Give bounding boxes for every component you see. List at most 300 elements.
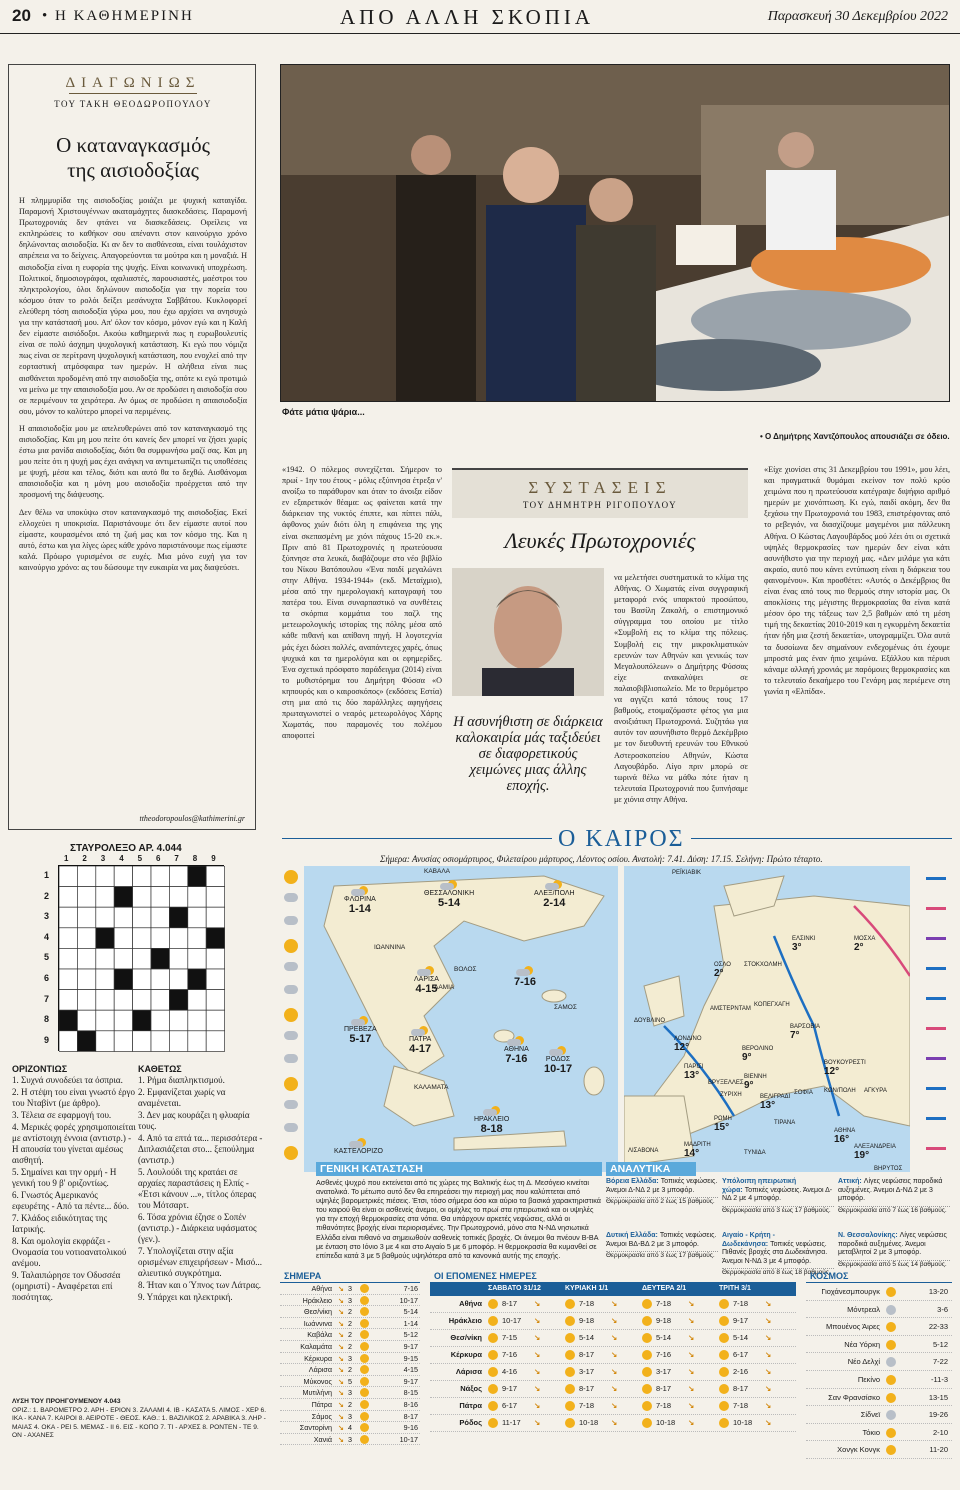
sun-icon xyxy=(488,1299,498,1309)
sun-icon xyxy=(284,1077,298,1091)
crossword-cell[interactable] xyxy=(151,990,169,1011)
crossword-cell[interactable] xyxy=(77,969,95,990)
crossword-cell[interactable] xyxy=(77,907,95,928)
wind-arrow-icon: ↘ xyxy=(688,1401,695,1410)
crossword-cell[interactable] xyxy=(59,907,77,928)
sun-icon xyxy=(565,1333,575,1343)
crossword-black-cell xyxy=(77,1031,95,1052)
crossword-cell[interactable] xyxy=(188,990,206,1011)
today-icon xyxy=(360,1435,369,1444)
fish-market-illustration xyxy=(281,65,950,402)
today-row xyxy=(280,1329,420,1341)
wind-arrow-icon: ↘ xyxy=(611,1350,618,1359)
down-clue: 8. Ήταν και ο Ύπνος των Λάτρας. xyxy=(138,1280,262,1290)
crossword-cell[interactable] xyxy=(59,928,77,949)
today-icon xyxy=(360,1307,369,1316)
sun-icon xyxy=(488,1418,498,1428)
analysis-text: Τοπικές νεφώσεις. Άνεμοι ΒΔ-ΒΔ 2 με 3 μποφόρ. xyxy=(606,1232,717,1248)
greece-city-temp: 7-16 xyxy=(505,1053,528,1065)
crossword-cell[interactable] xyxy=(169,866,187,887)
down-clue: 4. Από τα επτά τα... περισσότερα - Διπλασιάζεται στο... ξεπούλημα (αντιστρ.) xyxy=(138,1133,263,1165)
analysis-temp: Θερμοκρασία από 3 έως 17 βαθμούς. xyxy=(606,1251,718,1261)
analysis-text: Τοπικές νεφώσεις. Άνεμοι Δ-ΝΔ 2 με 3 μποφόρ. xyxy=(606,1178,718,1194)
down-clue: 1. Ρήμα διαπληκτισμού. xyxy=(138,1075,225,1085)
greece-city-name: ΛΑΡΙΣΑ xyxy=(414,976,439,983)
cloud-icon xyxy=(483,1109,497,1116)
wind-arrow-icon: ↘ xyxy=(688,1299,695,1308)
crossword-cell[interactable] xyxy=(133,969,151,990)
europe-city-temp: 16° xyxy=(834,1134,850,1145)
crossword-cell[interactable] xyxy=(206,1010,224,1031)
today-wind: 3 xyxy=(348,1388,352,1398)
crossword-cell[interactable] xyxy=(206,866,224,887)
crossword-black-cell xyxy=(206,928,224,949)
world-temp: -11-3 xyxy=(931,1374,948,1384)
europe-city-temp: 15° xyxy=(714,1122,730,1133)
next-days-rows xyxy=(430,1283,796,1432)
wind-arrow-icon: ↘ xyxy=(534,1316,541,1325)
wind-arrow-icon: ↘ xyxy=(338,1284,345,1293)
analysis-region: Αττική: xyxy=(838,1178,862,1185)
greece-city xyxy=(534,880,575,909)
today-wind: 3 xyxy=(348,1295,352,1305)
across-title: ΟΡΙΖΟΝΤΙΩΣ xyxy=(12,1064,68,1074)
sun-icon xyxy=(565,1299,575,1309)
crossword-cell[interactable] xyxy=(59,948,77,969)
crossword-cell[interactable] xyxy=(188,928,206,949)
sun-icon xyxy=(719,1316,729,1326)
greece-city-name: ΚΑΣΤΕΛΟΡΙΖΟ xyxy=(334,1148,383,1155)
crossword-cell[interactable] xyxy=(59,969,77,990)
analysis-temp: Θερμοκρασία από 3 έως 17 βαθμούς. xyxy=(722,1206,834,1216)
crossword-cell[interactable] xyxy=(188,1010,206,1031)
crossword-cell[interactable] xyxy=(59,887,77,908)
today-wind: 2 xyxy=(348,1307,352,1317)
crossword-cell[interactable] xyxy=(151,866,169,887)
sun-icon xyxy=(642,1418,652,1428)
europe-city-name: ΒΙΕΝΝΗ xyxy=(744,1074,767,1080)
today-icon xyxy=(360,1296,369,1305)
wind-arrow-icon: ↘ xyxy=(765,1333,772,1342)
world-temp: 13-15 xyxy=(928,1392,948,1402)
crossword-cell[interactable] xyxy=(77,887,95,908)
europe-city-name: ΣΤΟΚΧΟΛΜΗ xyxy=(744,962,782,968)
crossword-cell[interactable] xyxy=(133,866,151,887)
analysis-temp: Θερμοκρασία από 7 έως 16 βαθμούς. xyxy=(838,1206,950,1216)
solution-text: ΟΡΙΖ.: 1. ΒΑΡΟΜΕΤΡΟ 2. ΑΡΗ - ΕΡΙΟΝ 3. ΖΑΛΑΜΙ 4. ΙΒ - ΚΑΣΑΤΑ 5. ΛΙΜΟΣ - ΧΕΡ 6. ΙΚΑ - ΚΑΝΑ 7. ΚΑΙΡΟΙ 8. ΑΕΙΡΟΤΕ - ΘΕΟΣ. ΚΑΘ.: 1. ΒΑΖΙΛΙΚΟΣ 2. ΑΡΑΒΙΚΑ 3. ΛΗΡ - ΜΑΙΑΣ 4. ΟΚΑ - ΡΕΙ 5. ΜΕΜΑΣ - ΙΙ 6. ΕΙΣ - ΚΟΠΟ 7. ΤΙ - ΑΡΧΕΣ 8. ΡΟΝΤΕΝ - ΤΕ 9. ΟΝ - ΑΧΑΝΕΣ xyxy=(12,1406,267,1440)
crossword-cell[interactable] xyxy=(77,928,95,949)
paragraph-2: Η απαισιοδοξία μου με απελευθερώνει από τον καταναγκασμό της αισιοδοξίας. Και μη μου πείτε ότι κανείς δεν μπορεί να ζήσει χωρίς έστω μια ρανίδα αισιοδοξίας, διότι θα συμφωνήσω μαζί σας. Και μη μου πείτε ότι η ψυχή μας έχει ανάγκη να αντιμετωπίζει τις υποθέσεις με ψυχή, μέσα και τέλος, διότι και αυτό θα το δεχθώ. Αισθάνομαι απαισιοδοξία και η μόνη μου αισιοδοξία προέρχεται από την προσμονή της διάψευσης. xyxy=(19,423,247,500)
title-rule xyxy=(69,93,197,94)
world-weather-icon xyxy=(886,1340,896,1350)
next-day-label: ΣΑΒΒΑΤΟ 31/12 xyxy=(488,1285,541,1292)
today-temp: 9-17 xyxy=(403,1341,418,1351)
right-column-text: «Είχε χιονίσει στις 31 Δεκεμβρίου του 1991», μου λέει, και πραγματικά θυμάμαι εκείνον τον πολύ κρύο χειμώνα που η πρωτεύουσα κατέγραψε διψήφιο αριθμό ημερών με χιονόπτωση. Κι εγώ, παιδί ακόμη, δεν θα ξεχάσω την Πρωτοχρονιά του 1983, επιστρέφοντας από το ρεβεγιόν, να διασχίζουμε μαγεμένοι μια πάλλευκη Αθήνα. Ο Κώστας Λαγουβάρδος μού λέει ότι οι σχετικά υψηλές θερμοκρασίες των ημερών δεν είναι κάτι ασυνήθιστο για την περιοχή μας. «Δεν μιλάμε για κάτι ακραίο, αυτό που κάνει εντύπωση είναι η διάρκεια του φαινομένου». Και προσθέτει: «Αυτός ο Δεκέμβριος θα είναι ένας από τους πιο θερμούς στην ιστορία μας. Οι αποκλίσεις της μέγιστης θερμοκρασίας θα είναι κατά μέσον όρο της τάξεως των 2,5 βαθμών από τη μέση τιμή της δεκαετίας 2010-2019 και η εγκυρμένη δεκαετία ήταν ήδη μια ζεστή δεκαετία», υπογραμμίζει. Όλα αυτά τα δυσοίωνα δεν σημαίνουν ενδεχομένως ότι έχουμε μπροστά μας έναν ήπιο χειμώνα. Εξάλλου και πέρυσι κάναμε αλλαγή χρονιάς με παρόμοιες θερμοκρασίες και το τελευταίο δεκαήμερο του Γενάρη μας περιέμενε στη γωνία η «Ελπίδα». xyxy=(764,465,950,696)
crossword-cell[interactable] xyxy=(59,1031,77,1052)
europe-city-name: ΡΩΜΗ xyxy=(714,1116,732,1122)
today-city: Πάτρα xyxy=(311,1399,332,1409)
crossword-cell[interactable] xyxy=(151,907,169,928)
systaseis-headline: Λευκές Πρωτοχρονιές xyxy=(504,528,696,553)
crossword-cell[interactable] xyxy=(169,948,187,969)
photo-caption: Φάτε μάτια ψάρια... xyxy=(282,407,365,417)
crossword-cell[interactable] xyxy=(133,887,151,908)
greece-city xyxy=(334,1138,383,1155)
crossword-cell[interactable] xyxy=(96,990,114,1011)
europe-city-name: ΔΟΥΒΛΙΝΟ xyxy=(634,1018,666,1024)
europe-city-name: ΒΗΡΥΤΟΣ xyxy=(874,1166,903,1172)
next-city: Κέρκυρα xyxy=(450,1350,482,1359)
crossword-cell[interactable] xyxy=(133,928,151,949)
across-clue: 5. Σημαίνει και την ορμή - Η γενική του 9 β' οριζοντίως. xyxy=(12,1167,117,1188)
europe-city xyxy=(790,1024,820,1041)
cloud-sun-icon xyxy=(351,886,369,896)
cloud-icon xyxy=(351,1019,365,1026)
across-clue: 9. Ταλαιπώρησε τον Οδυσσέα (ομηριστί) - Αναφέρεται επί ποσότητας. xyxy=(12,1270,121,1302)
next-temp: 8-17 xyxy=(579,1350,595,1359)
author-portrait xyxy=(452,568,604,696)
across-clue: 1. Συχνά συνοδεύει τα όσπρια. xyxy=(12,1075,123,1085)
wind-arrow-icon: ↘ xyxy=(534,1333,541,1342)
today-city: Ιωάννινα xyxy=(303,1318,332,1328)
today-icon xyxy=(360,1388,369,1397)
europe-city-name: ΜΑΔΡΙΤΗ xyxy=(684,1142,711,1148)
europe-city xyxy=(744,1074,767,1091)
europe-city-name: ΒΕΡΟΛΙΝΟ xyxy=(742,1046,774,1052)
next-temp: 9-17 xyxy=(733,1316,749,1325)
crossword-cell[interactable] xyxy=(133,990,151,1011)
next-city: Ρόδος xyxy=(459,1418,482,1427)
crossword-col-number: 8 xyxy=(192,854,198,863)
crossword-cell[interactable] xyxy=(77,990,95,1011)
solution-title: ΛΥΣΗ ΤΟΥ ΠΡΟΗΓΟΥΜΕΝΟΥ 4.043 xyxy=(12,1398,121,1405)
crossword-row-number: 5 xyxy=(44,952,50,963)
cloud-sun-icon xyxy=(516,966,534,976)
crossword-cell[interactable] xyxy=(188,1031,206,1052)
sun-icon xyxy=(719,1384,729,1394)
europe-city xyxy=(754,1002,790,1008)
crossword-cell[interactable] xyxy=(151,1031,169,1052)
crossword-cell[interactable] xyxy=(77,1010,95,1031)
across-clue: 3. Τέλεια σε εφαρμογή του. xyxy=(12,1110,112,1120)
sun-icon xyxy=(719,1350,729,1360)
front-symbol-icon xyxy=(926,990,946,1000)
cloud-icon xyxy=(284,962,298,971)
world-weather-icon xyxy=(886,1428,896,1438)
front-symbol-icon xyxy=(926,1050,946,1060)
wind-arrow-icon: ↘ xyxy=(338,1318,345,1328)
today-wind: 4 xyxy=(348,1423,352,1433)
cloud-icon xyxy=(507,1039,521,1046)
cloud-icon xyxy=(545,883,559,890)
world-temp: 19-26 xyxy=(928,1410,948,1420)
today-temp: 4-15 xyxy=(403,1365,418,1375)
sun-icon xyxy=(565,1384,575,1394)
europe-city-name: ΣΟΦΙΑ xyxy=(794,1090,813,1096)
europe-city xyxy=(774,1120,795,1126)
crossword-cell[interactable] xyxy=(169,969,187,990)
analysis-temp: Θερμοκρασία από 8 έως 18 βαθμούς. xyxy=(722,1268,834,1278)
page-number: 20 xyxy=(12,6,31,25)
europe-city-name: ΠΑΡΙΣΙ xyxy=(684,1064,704,1070)
crossword-cell[interactable] xyxy=(169,1010,187,1031)
crossword-cell[interactable] xyxy=(77,866,95,887)
today-table xyxy=(280,1270,420,1445)
europe-city xyxy=(854,1144,896,1161)
europe-city-name: ΤΙΡΑΝΑ xyxy=(774,1120,796,1126)
sun-icon xyxy=(719,1299,729,1309)
today-icon xyxy=(360,1284,369,1293)
today-wind: 3 xyxy=(348,1434,352,1444)
headline-line-2: της αισιοδοξίας xyxy=(67,158,199,182)
europe-city xyxy=(824,1088,856,1094)
crossword-cell[interactable] xyxy=(114,990,132,1011)
crossword-cell[interactable] xyxy=(206,1031,224,1052)
today-temp: 10-17 xyxy=(399,1295,418,1305)
next-temp: 7-16 xyxy=(502,1350,518,1359)
world-city: Πεκίνο xyxy=(857,1374,880,1384)
middle-column-text: «1942. Ο πόλεμος συνεχίζεται. Σήμερον το πρωί - 1ην του έτους - μόλις εξύπνησα έτρεξα ν' ανοίξω το παράθυρον και όταν το άνοιξα είδον εν εξαιρετικόν θέαμα: ως φαίνεται κατά την διάρκειαν της νυκτός έπιπτε, και πίπτει πάλι, άφθονος χιών διότι όλη η επιφάνεια της γης είναι σκεπασμένη με χιόνι πάχους 15-20 εκ.». Πριν από 81 Πρωτοχρονιές η πρωτεύουσα ξύπνησε στα λευκά, διαβάζουμε στο νέο βιβλίο του Νίκου Βατόπουλου «Ένα παιδί μεγαλώνει στην Αθήνα. 1934-1944» (εκδ. Μεταίχμιο), μέσα από την ημερολογιακή καταγραφή του πατέρα του. Είναι συναρπαστικό να συνθέτεις τα σκόρπια κομμάτια του παζλ της μετεωρολογικής ιστορίας της πόλης μέσα από κάθε πιθανή και απίθανη πηγή. Η λογοτεχνία μάς έχει δώσει πολλές, αναπάντεχες χαρές, όπως ψυχικά και τα ημερολόγια και οι εφημερίδες. Ένα σχετικά πρόσφατο παράδειγμα (2014) είναι το μυθιστόρημα του Δημήτρη Φύσσα «Ο κηπουρός και ο καιροσκόπος» (εκδόσεις Εστία) στη μια από τις δύο παράλληλες αφηγήσεις πρωταγωνιστεί ο νεαρός μετεωρολόγος Χάρης Χωματάς, που παραμονές του πολέμου αποφοιτεί xyxy=(282,465,442,741)
sun-icon xyxy=(642,1299,652,1309)
crossword-cell[interactable] xyxy=(206,990,224,1011)
europe-city xyxy=(714,962,731,979)
crossword-col-number: 4 xyxy=(119,854,124,863)
crossword-black-cell xyxy=(188,969,206,990)
today-city: Σαντορίνη xyxy=(299,1423,332,1433)
wind-arrow-icon: ↘ xyxy=(338,1399,345,1409)
greece-city-temp: 5-17 xyxy=(349,1033,372,1045)
front-symbol-icon xyxy=(926,960,946,970)
crossword-grid[interactable] xyxy=(58,865,224,1051)
wind-arrow-icon: ↘ xyxy=(688,1316,695,1325)
crossword-cell[interactable] xyxy=(133,948,151,969)
next-days-row xyxy=(430,1381,796,1398)
crossword-black-cell xyxy=(96,928,114,949)
europe-city-name: ΑΓΚΥΡΑ xyxy=(864,1088,887,1094)
wind-arrow-icon: ↘ xyxy=(688,1418,695,1427)
crossword-cell[interactable] xyxy=(114,1031,132,1052)
today-wind: 2 xyxy=(348,1399,352,1409)
today-city: Μύκονος xyxy=(303,1376,332,1386)
weather-subtitle: Σήμερα: Ανυσίας οσιομάρτυρος, Φιλεταίρου μάρτυρος, Λέοντος οσίου. Ανατολή: 7.41. Δύση: 17.15. Σελήνη: Πρώτο τέταρτο. xyxy=(380,854,823,864)
greece-place-label: ΚΑΛΑΜΑΤΑ xyxy=(414,1084,449,1091)
next-days-row xyxy=(430,1398,796,1415)
cloud-icon xyxy=(284,1054,298,1063)
sun-icon xyxy=(642,1316,652,1326)
section-title: ΑΠΟ ΑΛΛΗ ΣΚΟΠΙΑ xyxy=(340,5,595,29)
author-email[interactable]: ttheodoropoulos@kathimerini.gr xyxy=(139,814,245,823)
next-temp: 9-18 xyxy=(656,1316,672,1325)
next-temp: 5-14 xyxy=(579,1333,595,1342)
cloud-sun-icon xyxy=(417,966,435,976)
sun-icon xyxy=(488,1316,498,1326)
crossword-cell[interactable] xyxy=(133,907,151,928)
crossword-cell[interactable] xyxy=(114,1010,132,1031)
europe-city-temp: 12° xyxy=(824,1066,840,1077)
crossword-cell[interactable] xyxy=(133,1031,151,1052)
wind-arrow-icon: ↘ xyxy=(611,1367,618,1376)
general-situation xyxy=(316,1162,602,1260)
world-weather-icon xyxy=(886,1393,896,1403)
next-days-table xyxy=(430,1270,796,1432)
europe-city xyxy=(742,1046,773,1063)
today-temp: 8-17 xyxy=(403,1411,418,1421)
across-clues xyxy=(12,1064,136,1304)
crossword-cell[interactable] xyxy=(114,866,132,887)
crossword-col-number: 5 xyxy=(137,854,143,863)
crossword-cell[interactable] xyxy=(114,948,132,969)
crossword-cell[interactable] xyxy=(188,907,206,928)
crossword-cell[interactable] xyxy=(96,907,114,928)
down-title: ΚΑΘΕΤΩΣ xyxy=(138,1064,182,1074)
today-city: Καλαμάτα xyxy=(300,1341,332,1351)
analysis-temp: Θερμοκρασία από 5 έως 14 βαθμούς. xyxy=(838,1260,950,1270)
weather-icon-legend-left xyxy=(282,866,302,1166)
wind-arrow-icon: ↘ xyxy=(611,1316,618,1325)
sun-icon xyxy=(284,1146,298,1160)
cloud-icon xyxy=(284,985,298,994)
next-city: Λάρισα xyxy=(455,1367,482,1376)
paper-name: • Η ΚΑΘΗΜΕΡΙΝΗ xyxy=(42,8,194,24)
sun-icon xyxy=(284,939,298,953)
europe-city xyxy=(684,1064,703,1081)
general-title: ΓΕΝΙΚΗ ΚΑΤΑΣΤΑΣΗ xyxy=(316,1162,602,1176)
down-list xyxy=(138,1075,264,1303)
crossword-col-number: 3 xyxy=(100,854,106,863)
analysis-text: Τοπικές νεφώσεις. Άνεμοι Δ-ΝΔ 2 με 4 μποφόρ. xyxy=(722,1186,833,1203)
greece-city-name: ΘΕΣΣΑΛΟΝΙΚΗ xyxy=(424,890,475,897)
next-city: Νάξος xyxy=(460,1384,482,1393)
europe-city xyxy=(864,1088,887,1094)
crossword-cell[interactable] xyxy=(206,969,224,990)
market-photo xyxy=(280,64,950,402)
world-city: Μόντρεαλ xyxy=(847,1304,880,1314)
crossword-cell[interactable] xyxy=(59,866,77,887)
wind-arrow-icon: ↘ xyxy=(534,1350,541,1359)
crossword-cell[interactable] xyxy=(77,948,95,969)
today-icon xyxy=(360,1342,369,1351)
paragraph-1: Η πλημμυρίδα της αισιοδοξίας μοιάζει με ψυχική καταιγίδα. Παραμονή Χριστουγέννων ακαταμάχητες διασκεδάσεις. Παραμονή Πρωτοχρονιάς δεν φτάνει να διασκεδάσεις. Οφείλεις να εκπληρώσεις το καθήκον σου απέναντι στον καινούργιο χρόνο δηλώνοντας αισιοδοξία. Κι αν δεν το αισθάνεσαι, είναι τουλάχιστον απρέπεια να το δείχνεις. Απαγορεύονται τα μούτρα και η μοναξιά. Η αισιοδοξία είναι η ευφορία της ψυχής. Είναι κοινωνική υποχρέωση. Πολιτικοί, δημοσιογράφοι, αχαλιαστές, παρουσιαστές, μαέστροι του πληκτρολογίου, όλοι δηλώνουν αισιοδοξία για την πορεία του κόσμου όταν το ρολόι δείξει μεσάνυχτα Σαββάτου. Κυκλοφορεί ελεύθερη τόση αισιοδοξία γύρω μου, που έχω αρχίσει να ανησυχώ για την κατάστασή μου. Απ' όλον τον κόσμο, μόνον εγώ και η Καλή δεν είμαστε αισιόδοξοι. Ακούω καθημερινά πως η ευρωβουλευτίς είναι σε πολύ άσχημη ψυχολογική κατάσταση. Κι εγώ που νόμιζα πως είναι σε περίτρανη ψυχολογική κατάσταση, που ενοχλεί από την εορταστική ατμόσφαιρα των ημερών. Η αλήθεια είναι πως αισθάνεται προδομένη από την αισιοδοξία της, οπότε κι εγώ προτιμώ να μείνω με την απαισιοδοξία μου. Αν σε προδώσει η αισιοδοξία σου σε περιμένουν τα χειρότερα. Αν όμως σε προδώσει η απαισιοδοξία σου, μόνον το καλύτερο μπορεί να περιμένεις. xyxy=(19,196,247,416)
down-clue: 5. Λουλούδι της κρατάει σε αρχαίες παραστάσεις η Ελπίς - «Έτσι κάνουν ...», τίτλος όπερας του Μότσαρτ. xyxy=(138,1167,257,1210)
wind-arrow-icon: ↘ xyxy=(338,1341,345,1351)
world-city: Γιοχάνεσμπουργκ xyxy=(821,1287,880,1296)
crossword-cell[interactable] xyxy=(96,948,114,969)
wind-arrow-icon: ↘ xyxy=(338,1376,345,1386)
today-city: Λάρισα xyxy=(308,1365,332,1375)
today-wind: 2 xyxy=(348,1330,352,1340)
wind-arrow-icon: ↘ xyxy=(338,1353,345,1363)
world-weather-icon xyxy=(886,1287,896,1297)
europe-map-shape xyxy=(624,866,910,1172)
crossword-cells[interactable] xyxy=(59,866,225,1052)
today-icon xyxy=(360,1377,369,1386)
today-row xyxy=(280,1387,420,1399)
today-icon xyxy=(360,1354,369,1363)
crossword-cell[interactable] xyxy=(96,887,114,908)
sun-icon xyxy=(488,1333,498,1343)
wind-arrow-icon: ↘ xyxy=(611,1401,618,1410)
wind-arrow-icon: ↘ xyxy=(765,1316,772,1325)
photo-credit-caption: • Ο Δημήτρης Χαντζόπουλος απουσιάζει σε όδειο. xyxy=(760,432,950,441)
wind-arrow-icon: ↘ xyxy=(338,1295,345,1305)
cloud-sun-icon xyxy=(507,1036,525,1046)
crossword-cell[interactable] xyxy=(151,969,169,990)
crossword-cell[interactable] xyxy=(169,887,187,908)
crossword-cell[interactable] xyxy=(206,887,224,908)
next-day-label: ΔΕΥΤΕΡΑ 2/1 xyxy=(642,1285,687,1292)
greece-city-temp: 4-17 xyxy=(409,1043,432,1055)
front-symbol-icon xyxy=(926,1110,946,1120)
crossword-col-number: 7 xyxy=(174,854,179,863)
europe-city xyxy=(854,936,875,953)
world-table xyxy=(806,1270,952,1459)
crossword-col-number: 6 xyxy=(156,854,161,863)
crossword-cell[interactable] xyxy=(206,907,224,928)
crossword-cell[interactable] xyxy=(114,907,132,928)
crossword-cell[interactable] xyxy=(169,1031,187,1052)
crossword-cell[interactable] xyxy=(96,866,114,887)
europe-city xyxy=(672,870,701,876)
europe-city xyxy=(708,1080,744,1086)
europe-city-temp: 12° xyxy=(674,1042,690,1053)
europe-city-temp: 13° xyxy=(760,1100,776,1111)
crossword-cell[interactable] xyxy=(188,887,206,908)
greece-city xyxy=(474,1106,509,1135)
crossword-cell[interactable] xyxy=(206,948,224,969)
wind-arrow-icon: ↘ xyxy=(534,1299,541,1308)
wind-arrow-icon: ↘ xyxy=(338,1330,345,1340)
crossword-cell[interactable] xyxy=(59,990,77,1011)
greece-place-label: ΚΑΒΑΛΑ xyxy=(424,868,451,875)
today-row xyxy=(280,1341,420,1353)
crossword-black-cell xyxy=(169,907,187,928)
crossword-cell[interactable] xyxy=(114,928,132,949)
crossword-cell[interactable] xyxy=(96,1031,114,1052)
crossword-black-cell xyxy=(114,887,132,908)
sun-icon xyxy=(488,1350,498,1360)
crossword-cell[interactable] xyxy=(151,887,169,908)
wind-arrow-icon: ↘ xyxy=(611,1299,618,1308)
europe-city xyxy=(634,1018,665,1024)
next-temp: 7-18 xyxy=(656,1299,672,1308)
world-row xyxy=(806,1389,952,1407)
sun-icon xyxy=(488,1401,498,1411)
down-clue: 7. Υπολογίζεται στην αξία ορισμένων επιχειρήσεων - Μισό... αλιευτικό συγκρότημα. xyxy=(138,1246,262,1278)
crossword-cell[interactable] xyxy=(169,928,187,949)
world-weather-icon xyxy=(886,1322,896,1332)
next-days-row xyxy=(430,1330,796,1347)
greece-city-temp: 10-17 xyxy=(544,1063,573,1075)
wind-arrow-icon: ↘ xyxy=(611,1418,618,1427)
crossword-col-numbers xyxy=(58,854,224,864)
europe-city-name: ΜΟΣΧΑ xyxy=(854,936,876,942)
sun-icon xyxy=(284,870,298,884)
crossword-cell[interactable] xyxy=(151,928,169,949)
greece-city-temp: 7-16 xyxy=(514,976,537,988)
today-city: Αθήνα xyxy=(311,1284,332,1293)
crossword-cell[interactable] xyxy=(96,969,114,990)
europe-city-temp: 19° xyxy=(854,1150,870,1161)
crossword-cell[interactable] xyxy=(188,948,206,969)
next-temp: 9-17 xyxy=(502,1384,518,1393)
analysis-item xyxy=(838,1232,950,1269)
crossword-cell[interactable] xyxy=(96,1010,114,1031)
sun-icon xyxy=(719,1418,729,1428)
europe-city-name: ΚΩΝ/ΠΟΛΗ xyxy=(824,1088,856,1094)
wind-arrow-icon: ↘ xyxy=(765,1367,772,1376)
cloud-icon xyxy=(440,883,454,890)
crossword-cell[interactable] xyxy=(151,1010,169,1031)
